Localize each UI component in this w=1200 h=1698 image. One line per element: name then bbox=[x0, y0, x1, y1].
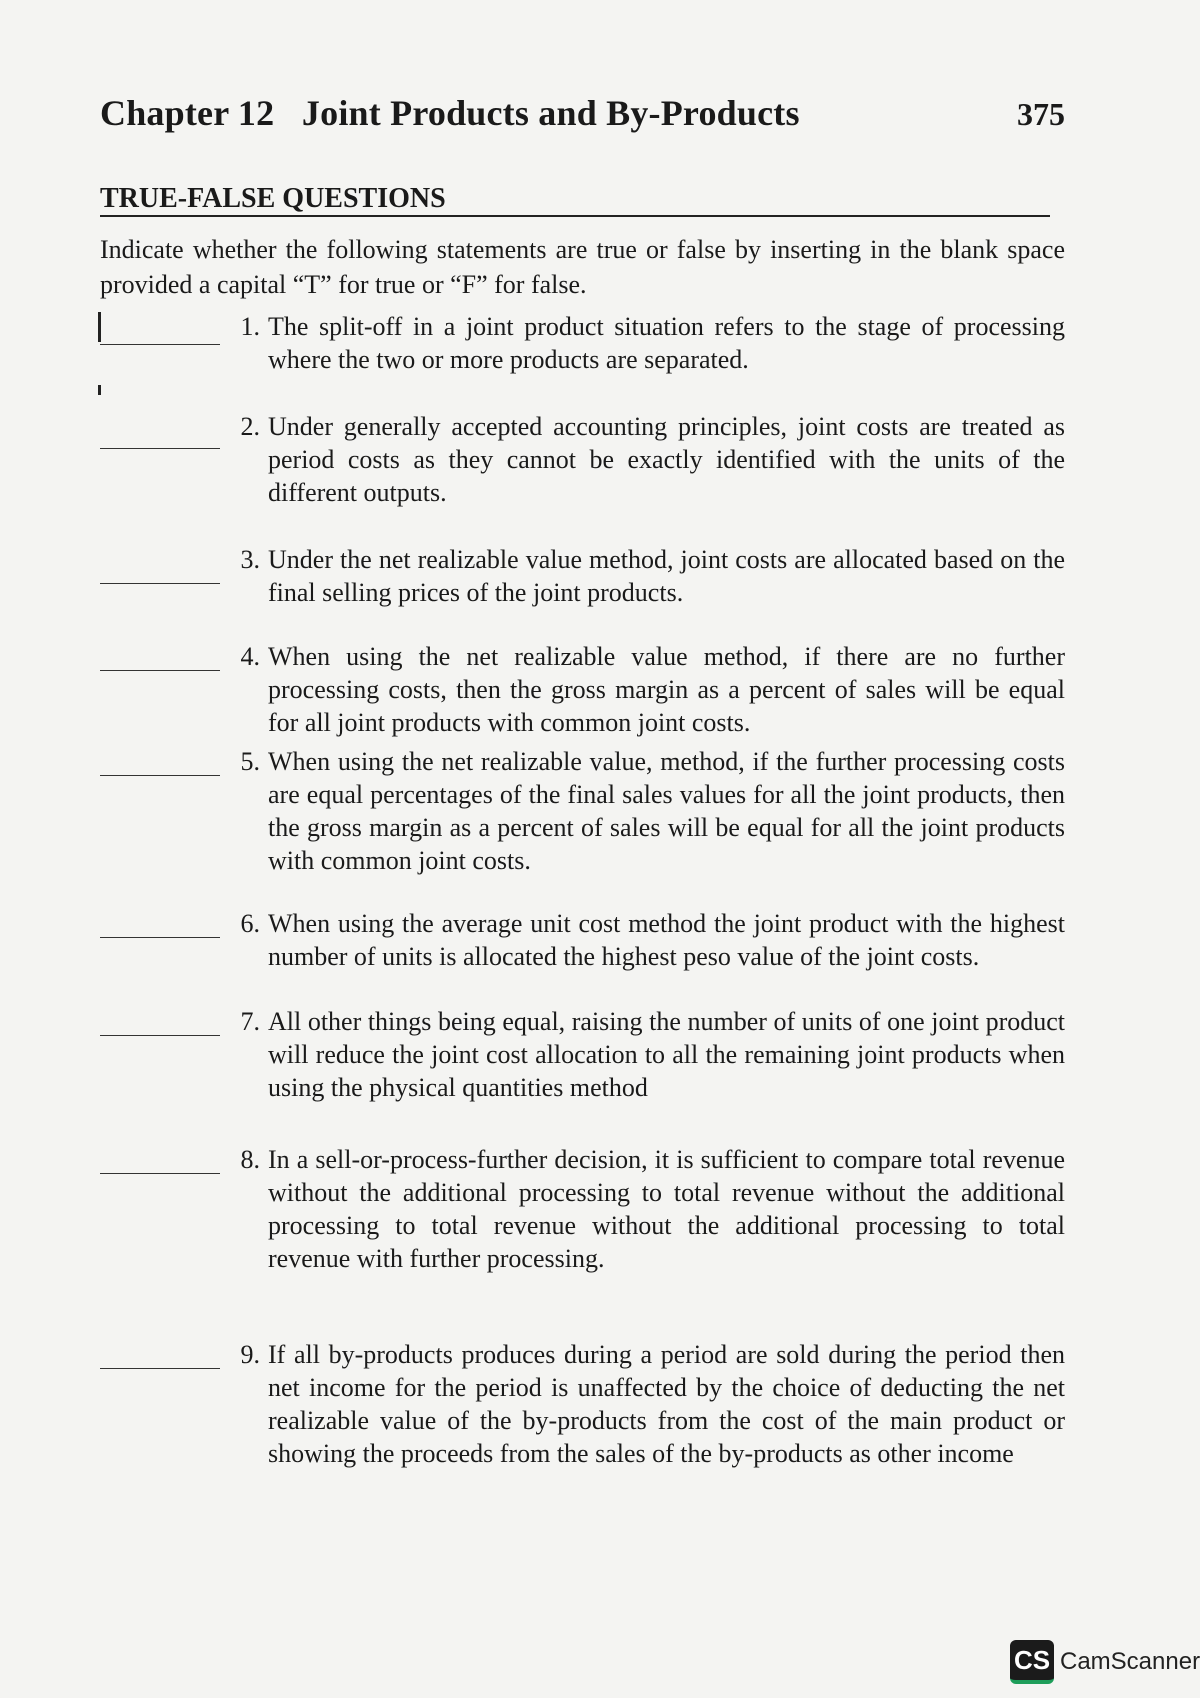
question-number: 1. bbox=[240, 312, 260, 341]
answer-blank[interactable] bbox=[100, 1035, 220, 1036]
question-text: When using the net realizable value, method, if the further processing costs are equal percentages of the final sales values for all the joint products, then the gross margin as a percent of sales will be equal for all the joint products with common joint costs. bbox=[268, 747, 1065, 875]
question-item bbox=[100, 410, 1065, 510]
question-item bbox=[100, 1338, 1065, 1468]
answer-blank[interactable] bbox=[100, 775, 220, 776]
question-item bbox=[100, 640, 1065, 740]
answer-blank[interactable] bbox=[100, 448, 220, 449]
camscanner-watermark bbox=[1010, 1640, 1200, 1684]
answer-blank[interactable] bbox=[100, 670, 220, 671]
question-text: All other things being equal, raising the number of units of one joint product will reduce the joint cost allocation to all the remaining joint products when using the physical quantities method bbox=[268, 1007, 1065, 1102]
question-number: 2. bbox=[240, 412, 260, 441]
question-number: 9. bbox=[240, 1340, 260, 1369]
question-item bbox=[100, 907, 1065, 1007]
question-text: When using the average unit cost method the joint product with the highest number of units is allocated the highest peso value of the joint costs. bbox=[268, 909, 1065, 971]
question-text: If all by-products produces during a period are sold during the period then net income for the period is unaffected by the choice of deducting the net realizable value of the by-products from the cost of the main product or showing the proceeds from the sales of the by-products as other income bbox=[268, 1340, 1065, 1468]
page-number: 375 bbox=[1017, 96, 1065, 132]
question-text: Under the net realizable value method, joint costs are allocated based on the final selling prices of the joint products. bbox=[268, 545, 1065, 607]
answer-blank[interactable] bbox=[100, 583, 220, 584]
question-item bbox=[100, 310, 1065, 410]
instructions: Indicate whether the following statements are true or false by inserting in the blank space provided a capital “T” for true or “F” for false. bbox=[100, 235, 1065, 299]
question-text: Under generally accepted accounting principles, joint costs are treated as period costs as they cannot be exactly identified with the units of the different outputs. bbox=[268, 412, 1065, 507]
page-header bbox=[100, 92, 1065, 134]
answer-blank[interactable] bbox=[100, 1368, 220, 1369]
chapter-title: Chapter 12 Joint Products and By-Products bbox=[100, 93, 800, 133]
question-text: When using the net realizable value method, if there are no further processing costs, then the gross margin as a percent of sales will be equal for all joint products with common joint costs. bbox=[268, 642, 1065, 737]
camscanner-logo-icon: CS bbox=[1010, 1640, 1054, 1684]
question-item bbox=[100, 745, 1065, 875]
question-text: The split-off in a joint product situation refers to the stage of processing where the two or more products are separated. bbox=[268, 312, 1065, 374]
question-number: 3. bbox=[240, 545, 260, 574]
question-text: In a sell-or-process-further decision, it is sufficient to compare total revenue without the additional processing to total revenue without the additional processing to total revenue without the additional processing to total revenue with further processing. bbox=[268, 1145, 1065, 1273]
answer-blank[interactable] bbox=[100, 344, 220, 345]
question-number: 7. bbox=[240, 1007, 260, 1036]
question-number: 5. bbox=[240, 747, 260, 776]
question-item bbox=[100, 1005, 1065, 1105]
question-number: 8. bbox=[240, 1145, 260, 1174]
question-number: 6. bbox=[240, 909, 260, 938]
camscanner-brand: CamScanner bbox=[1060, 1648, 1200, 1675]
answer-blank[interactable] bbox=[100, 1173, 220, 1174]
section-heading: TRUE-FALSE QUESTIONS bbox=[100, 183, 1050, 217]
question-item bbox=[100, 1143, 1065, 1273]
question-number: 4. bbox=[240, 642, 260, 671]
question-item bbox=[100, 543, 1065, 643]
answer-blank[interactable] bbox=[100, 937, 220, 938]
